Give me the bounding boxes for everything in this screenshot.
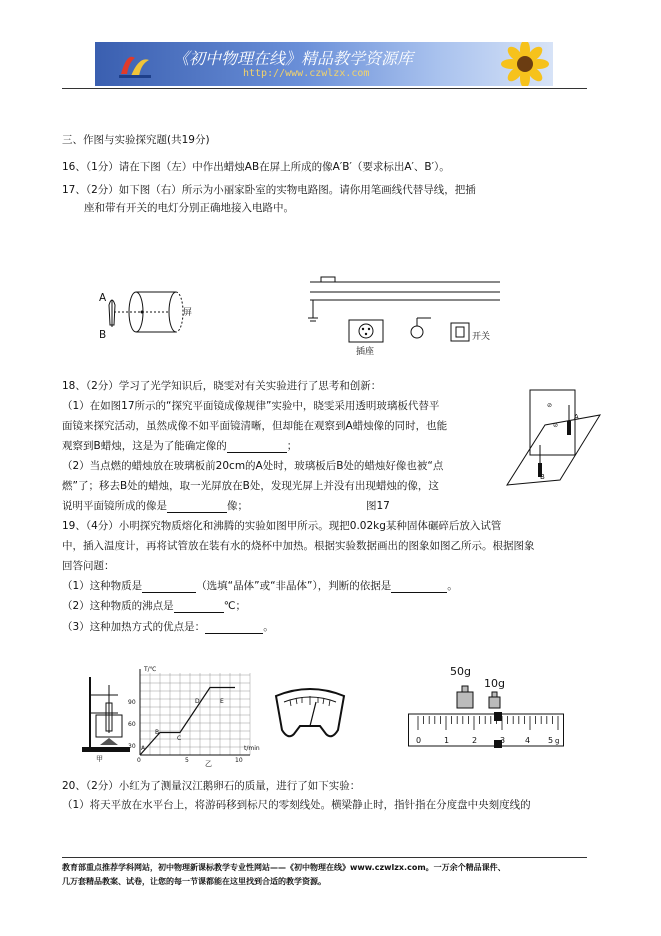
graph-ytick-60: 60 [128,721,136,728]
scale-tick-3: 3 [500,736,506,745]
balance-dial-figure [270,686,350,746]
q18-line1: 18、（2分）学习了光学知识后，晓雯对有关实验进行了思考和创新： [62,380,382,392]
q19-blank-4[interactable] [205,622,263,634]
q17-line1: 17、（2分）如下图（右）所示为小丽家卧室的实物电路图。请你用笔画线代替导线，把插 [62,184,476,196]
q19-sub2-b: ℃； [223,600,246,612]
label-jia: 甲 [96,755,103,763]
footer-line2: 几万套精品教案、试卷，让您的每一节课都能在这里找到合适的教学资源。 [62,877,326,886]
q19-blank-3[interactable] [174,601,224,613]
scale-unit: g [555,737,560,745]
q18-line7 [62,499,248,513]
q19-line1: 19、（4分）小明探究物质熔化和沸腾的实验如图甲所示。现把0.02kg某种固体碾碎后放入试管 [62,520,502,532]
svg-text:⊘: ⊘ [547,402,553,409]
apparatus-figure [80,675,132,755]
scale-tick-1: 1 [444,736,450,745]
candle-label-a: A [99,292,107,304]
q19-sub2-a: （2）这种物质的沸点是 [62,600,174,612]
q18-line4-end: ； [286,440,298,452]
rider-top [494,712,502,721]
q18-line4 [62,439,297,453]
weight-10g-label: 10g [484,677,505,690]
scale-tick-4: 4 [525,736,531,745]
q19-line3: 回答问题： [62,560,115,572]
scale-tick-2: 2 [472,736,478,745]
switch-label: 开关 [472,332,491,342]
point-d: D [195,698,200,705]
graph-xtick-5: 5 [185,757,189,764]
q18-blank-1[interactable] [227,441,287,453]
q18-line5: （2）当点燃的蜡烛放在玻璃板前20cm的A处时，玻璃板后B处的蜡烛好像也被“点 [62,460,444,472]
q17-line2: 座和带有开关的电灯分别正确地接入电路中。 [84,202,294,214]
q19-sub2 [62,599,246,613]
q19-blank-2[interactable] [391,581,447,593]
point-b: B [155,729,160,736]
banner-title: 《初中物理在线》精品教学资源库 [173,49,414,68]
point-a: A [141,745,146,752]
graph-ytick-30: 30 [128,743,136,750]
graph-ylabel: T/℃ [144,666,157,673]
graph-ytick-90: 90 [128,699,136,706]
scale-tick-0: 0 [416,736,422,745]
footer-rule [62,857,587,858]
q18-line2: （1）在如图17所示的“探究平面镜成像规律”实验中，晓雯采用透明玻璃板代替平 [62,400,440,412]
sunflower-icon [495,42,553,86]
q18-line7-end: 像； [227,500,248,512]
socket-label: 插座 [356,347,375,357]
rider-scale-figure [408,712,564,748]
q19-sub1-a: （1）这种物质是 [62,580,143,592]
q16-text: 16、（1分）请在下图（左）中作出蜡烛AB在屏上所成的像A′B′（要求标出A′、B′）。 [62,161,450,173]
q19-sub1-b: （选填“晶体”或“非晶体”），判断的依据是 [196,580,392,592]
svg-text:⊘: ⊘ [553,422,559,429]
fig17-a-label: A [574,413,579,421]
q19-sub1-c: 。 [447,580,458,592]
q18-line4-text: 观察到B蜡烛，这是为了能确定像的 [62,440,227,452]
footer-line1: 教育部重点推荐学科网站，初中物理新课标教学专业性网站——《初中物理在线》www.czwlzx.com。一万余个精品课件、 [62,863,506,872]
q18-line7-text: 说明平面镜所成的像是 [62,500,167,512]
glass-plate-figure [505,385,605,495]
weight-50g-label: 50g [450,665,471,678]
graph-xtick-0: 0 [137,757,141,764]
q19-sub3-a: （3）这种加热方式的优点是： [62,621,206,633]
q19-blank-1[interactable] [142,581,196,593]
q19-line2: 中，插入温度计，再将试管放在装有水的烧杯中加热。根据实验数据画出的图象如图乙所示。根据图象 [62,540,535,552]
q18-line6: 燃”了；移去B处的蜡烛，取一光屏放在B处，发现光屏上并没有出现蜡烛的像，这 [62,480,439,492]
q19-sub3-b: 。 [263,621,274,633]
candle-label-b: B [99,329,107,341]
q18-blank-2[interactable] [167,501,227,513]
label-yi: 乙 [205,760,212,768]
graph-xtick-10: 10 [235,757,243,764]
section-heading: 三、作图与实验探究题(共19分) [62,134,210,146]
header-banner [95,42,553,86]
q20-line1: 20、（2分）小红为了测量汉江鹅卵石的质量，进行了如下实验： [62,780,361,792]
graph-xlabel: t/min [244,745,260,752]
banner-url: http://www.czwlzx.com [243,68,370,79]
point-c: C [177,735,182,742]
scale-tick-5: 5 [548,736,554,745]
screen-label: 屏 [183,308,193,318]
q18-line3: 面镜来探究活动，虽然成像不如平面镜清晰，但却能在观察到A蜡烛像的同时，也能 [62,420,448,432]
temperature-graph [128,665,258,765]
q20-line2: （1）将天平放在水平台上，将游码移到标尺的零刻线处。横梁静止时，指针指在分度盘中央刻度线的 [62,799,531,811]
logo-icon [117,48,153,80]
q19-sub1 [62,579,458,593]
q19-sub3 [62,620,274,634]
point-e: E [220,698,224,705]
fig17-label: 图17 [366,500,390,512]
fig17-b-label: B [540,473,545,481]
header-rule [62,88,587,89]
